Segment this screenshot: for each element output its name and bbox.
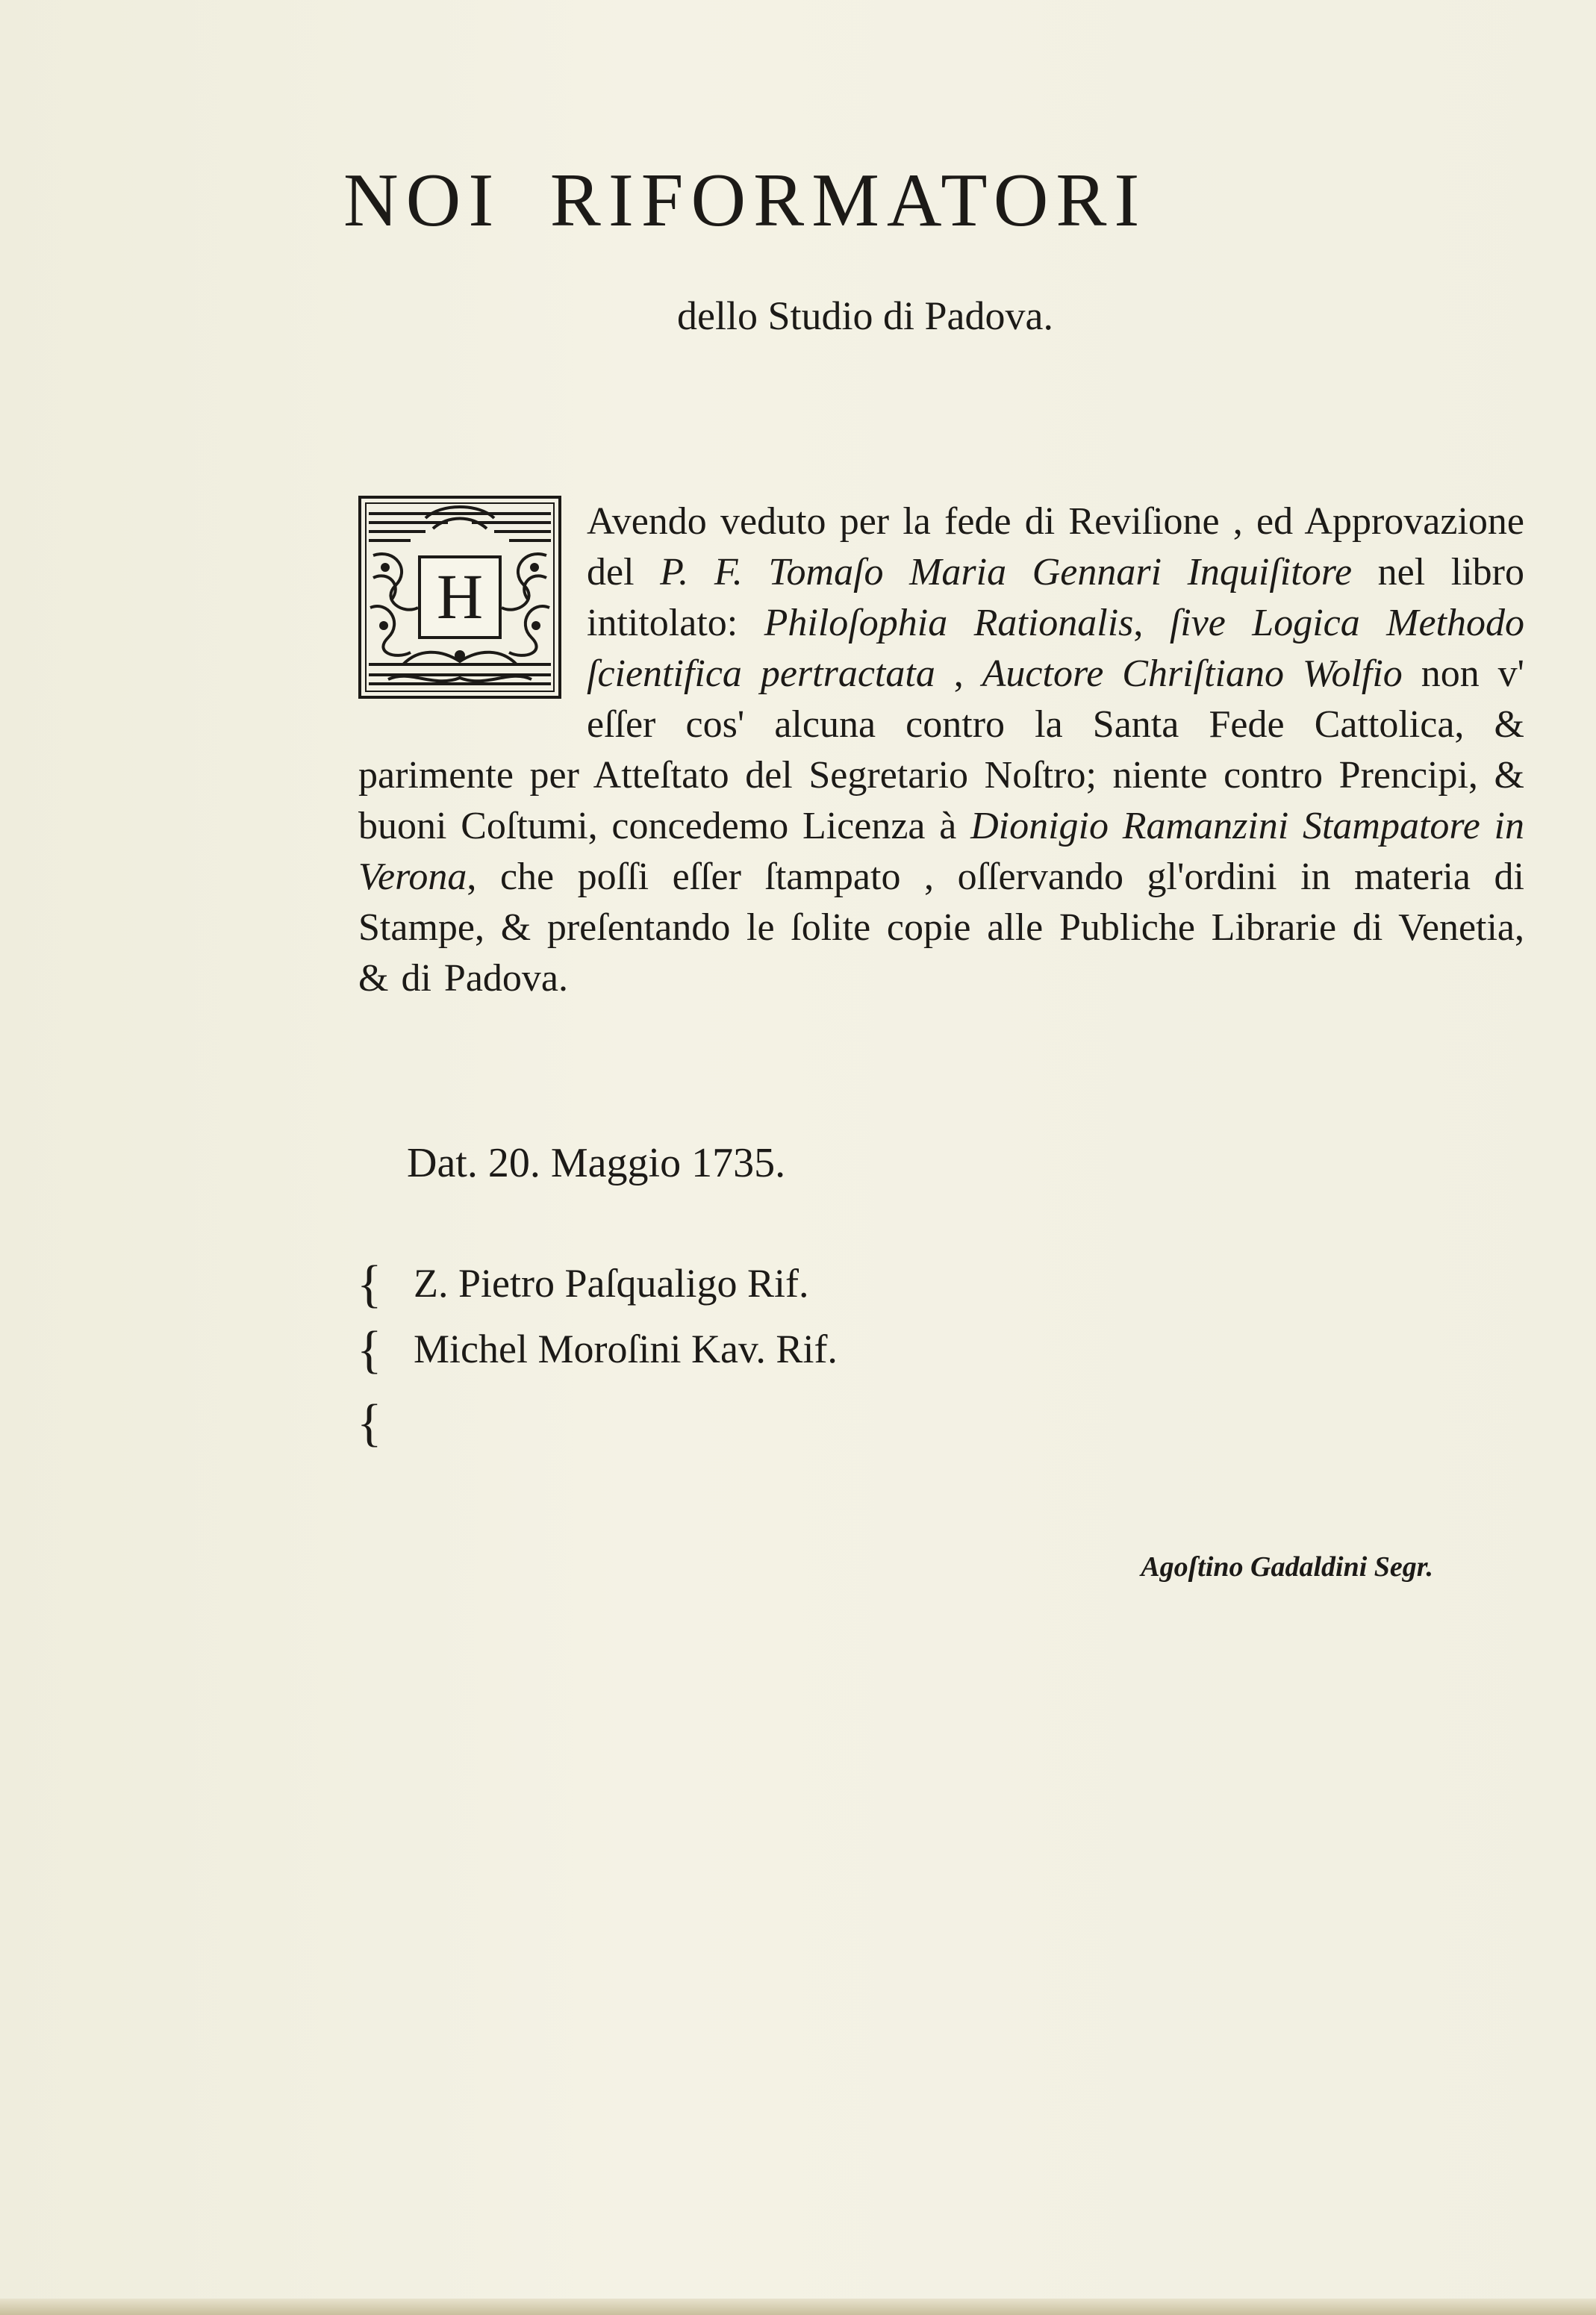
italic-text-run: Dionigio Ramanzini Stampatore in Verona	[358, 805, 1524, 898]
text-run: ,	[1133, 602, 1170, 644]
signature-name: Michel Moroſini Kav. Rif.	[414, 1327, 838, 1371]
signature-brace: {	[357, 1321, 382, 1379]
italic-text-run: ſive Logica Methodo ſcientifica pertractata	[587, 602, 1525, 695]
date-line: Dat. 20. Maggio 1735.	[407, 1140, 786, 1186]
text-run: , che poſſi eſſer ſtampato , oſſervando gl'ordini in materia di Stampe, & preſentando le ſolite copie alle Publiche Librarie di Venetia, & di Padova.	[358, 856, 1524, 1000]
signature-line	[357, 1254, 809, 1313]
text-run: nel libro intitolato:	[587, 551, 1524, 644]
page-title: NOI RIFORMATORI	[343, 158, 1147, 243]
signature-brace: {	[357, 1256, 382, 1313]
signature-brace: {	[357, 1395, 382, 1452]
text-run: Avendo veduto per la fede di Reviſione , ed Approvazione del	[587, 500, 1524, 593]
italic-text-run: Philoſophia Rationalis	[764, 602, 1134, 644]
page-subtitle: dello Studio di Padova.	[677, 293, 1053, 338]
text-run: ,	[935, 652, 982, 695]
signature-line	[357, 1320, 838, 1379]
signature-name: Z. Pietro Paſqualigo Rif.	[414, 1261, 809, 1306]
italic-text-run: P. F. Tomaſo Maria Gennari Inquiſitore	[660, 551, 1353, 593]
text-run: non v' eſſer cos' alcuna contro la Santa Fede Cattolica, & parimente per Atteſtato del Segretario Noſtro; niente contro Prencipi, & buoni Coſtumi, concedemo Licenza à	[358, 652, 1525, 847]
license-paragraph	[358, 496, 1524, 1004]
italic-text-run: Auctore Chriſtiano Wolfio	[982, 652, 1403, 695]
signature-line	[357, 1393, 414, 1452]
initial-letter: H	[436, 561, 484, 632]
secretary-signature: Agoſtino Gadaldini Segr.	[1141, 1551, 1433, 1583]
page-edge	[0, 2299, 1596, 2315]
